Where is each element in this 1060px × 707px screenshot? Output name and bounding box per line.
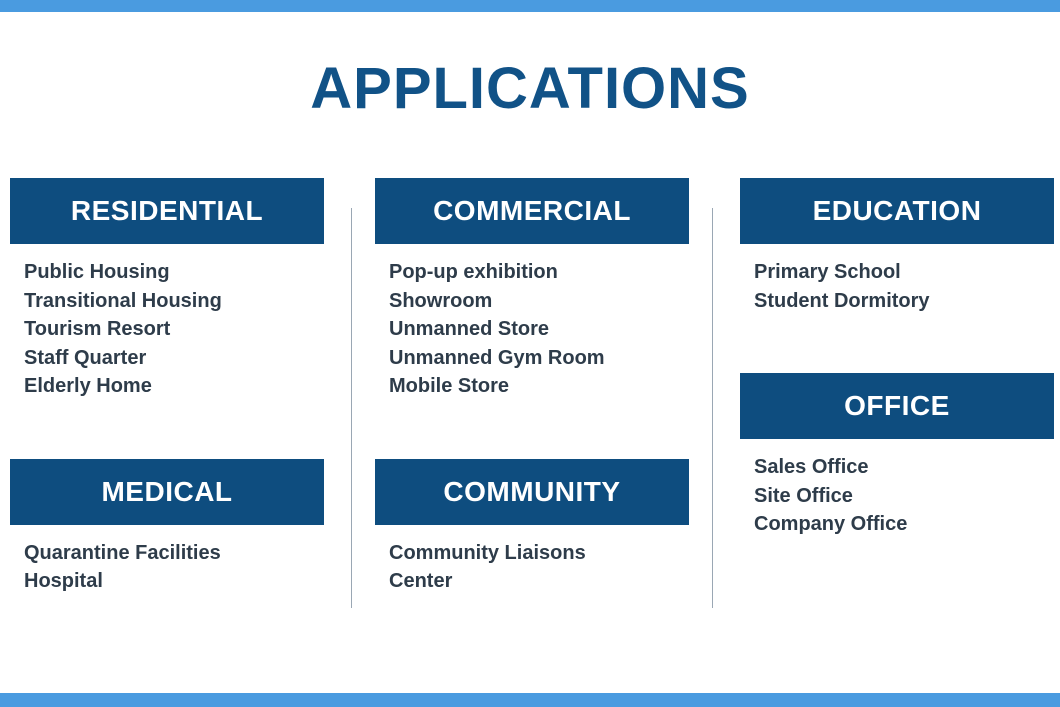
column-divider-1 xyxy=(351,208,352,608)
list-item: Student Dormitory xyxy=(754,289,930,312)
card-list-medical xyxy=(10,525,324,596)
top-accent-bar xyxy=(0,0,1060,12)
card-heading-commercial: COMMERCIAL xyxy=(375,178,689,244)
column-divider-2 xyxy=(712,208,713,608)
card-heading-office: OFFICE xyxy=(740,373,1054,439)
column-education-office xyxy=(740,178,1054,539)
card-heading-residential: RESIDENTIAL xyxy=(10,178,324,244)
list-item: Company Office xyxy=(754,513,908,535)
card-education xyxy=(740,178,1054,315)
card-office xyxy=(740,373,1054,539)
list-item: Unmanned Store xyxy=(389,318,550,340)
list-item: Elderly Home xyxy=(24,375,152,397)
card-list-office xyxy=(740,439,1054,539)
list-item: Center xyxy=(389,570,453,592)
list-item: Quarantine Facilities xyxy=(24,541,221,564)
card-list-education xyxy=(740,244,1054,315)
applications-grid xyxy=(10,178,1053,618)
card-heading-education: EDUCATION xyxy=(740,178,1054,244)
list-item: Public Housing xyxy=(24,261,170,283)
card-heading-community: COMMUNITY xyxy=(375,459,689,525)
list-item: Unmanned Gym Room xyxy=(389,346,605,369)
card-list-residential xyxy=(10,244,324,401)
card-community xyxy=(375,459,689,596)
page-title: APPLICATIONS xyxy=(310,56,750,121)
list-item: Transitional Housing xyxy=(24,289,222,312)
column-commercial-community xyxy=(375,178,689,596)
card-list-commercial xyxy=(375,244,689,401)
card-commercial xyxy=(375,178,689,401)
list-item: Site Office xyxy=(754,484,853,507)
card-medical xyxy=(10,459,324,596)
bottom-accent-bar xyxy=(0,693,1060,707)
card-heading-medical: MEDICAL xyxy=(10,459,324,525)
list-item: Sales Office xyxy=(754,456,869,478)
card-list-community xyxy=(375,525,689,596)
list-item: Showroom xyxy=(389,289,493,312)
list-item: Staff Quarter xyxy=(24,346,147,369)
list-item: Community Liaisons xyxy=(389,541,586,564)
card-residential xyxy=(10,178,324,401)
column-residential-medical xyxy=(10,178,324,596)
list-item: Hospital xyxy=(24,570,103,592)
list-item: Tourism Resort xyxy=(24,318,171,340)
list-item: Pop-up exhibition xyxy=(389,261,558,283)
list-item: Mobile Store xyxy=(389,375,510,397)
list-item: Primary School xyxy=(754,261,901,283)
